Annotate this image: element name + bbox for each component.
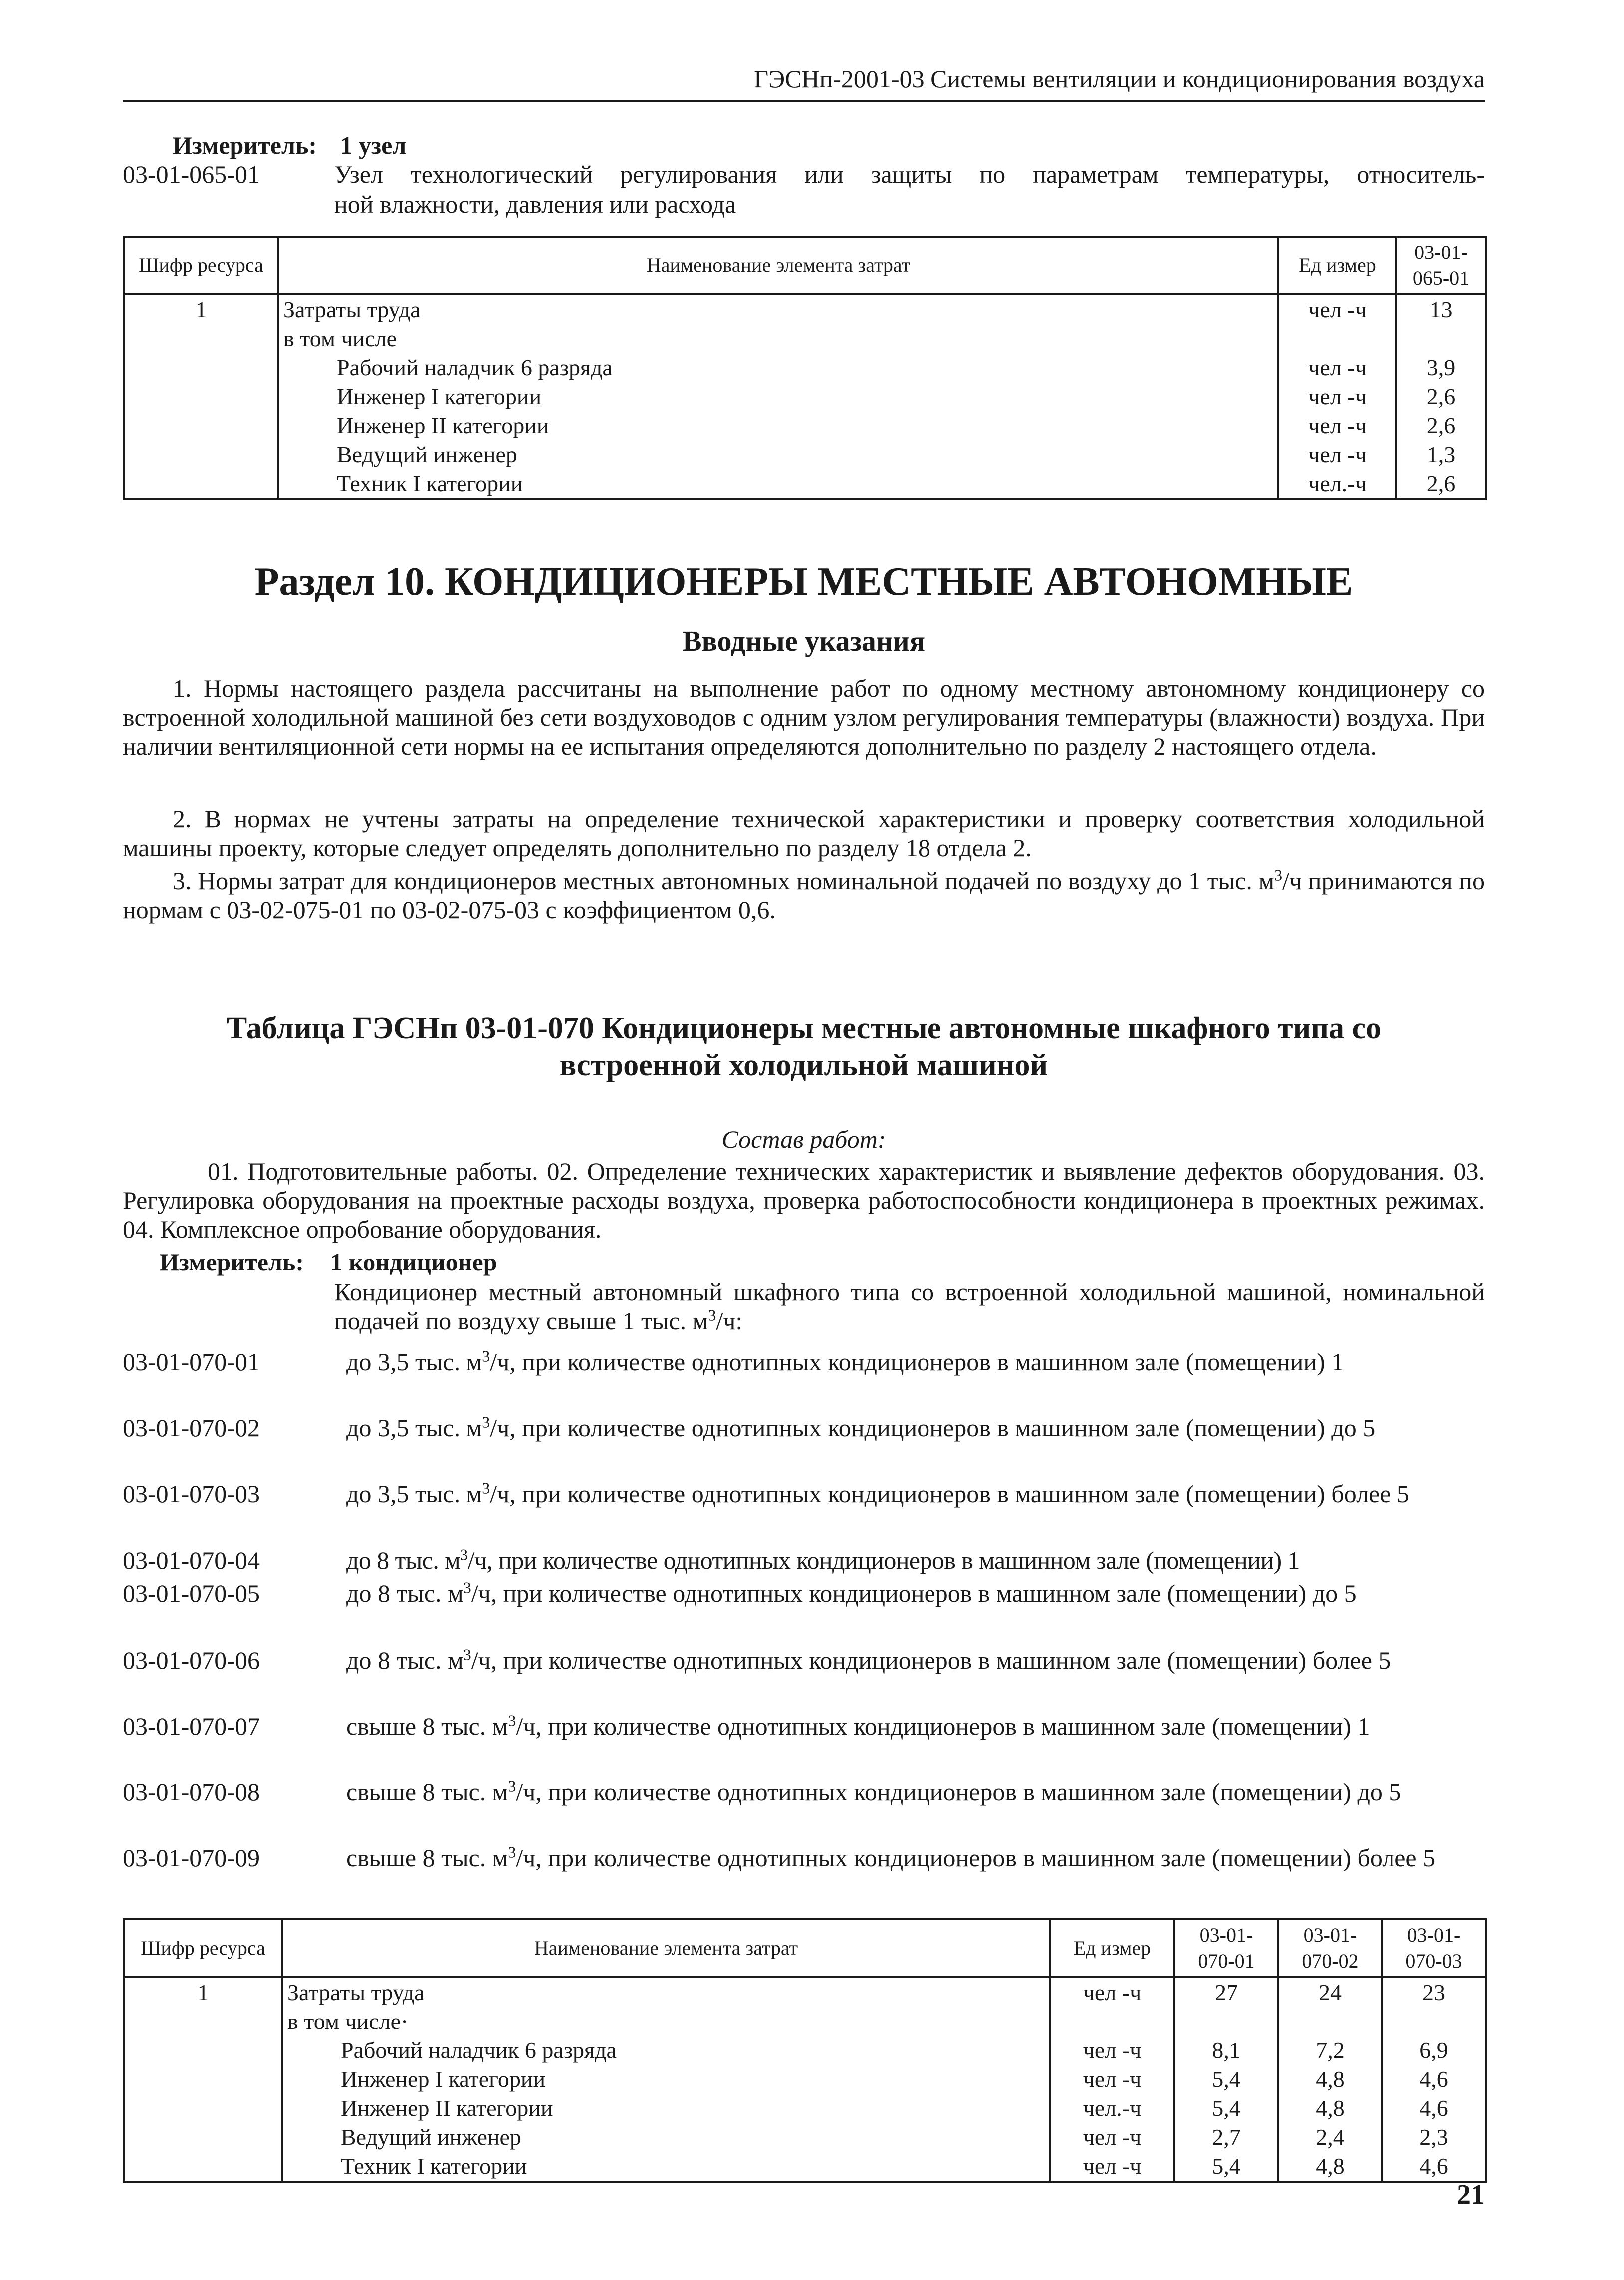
list-item-text — [346, 1712, 1485, 1741]
superscript: 3 — [482, 1347, 490, 1365]
cell-name: Затраты труда — [278, 294, 1278, 324]
intro-paragraph-2 — [123, 804, 1485, 862]
superscript: 3 — [1274, 866, 1283, 884]
table-title-line2: встроенной холодильной машиной — [559, 1048, 1048, 1082]
norm-code: 03-01-065-01 — [123, 160, 260, 188]
item-text-b: /ч, при количестве однотипных кондиционеров в машинном зале (помещении) до 5 — [516, 1778, 1401, 1806]
superscript: 3 — [460, 1545, 468, 1564]
cell-value: 4,6 — [1382, 2152, 1486, 2182]
cell-value: 2,6 — [1396, 469, 1486, 499]
cell-value: 23 — [1382, 1977, 1486, 2007]
cell-name: Инженер I категории — [278, 382, 1278, 411]
cell-value: 2,7 — [1174, 2123, 1278, 2152]
norm-intro — [334, 1277, 1485, 1335]
list-item-code: 03-01-070-01 — [123, 1348, 260, 1376]
superscript: 3 — [463, 1578, 471, 1597]
table-row — [124, 382, 1486, 411]
item-text-b: /ч, при количестве однотипных кондиционеров в машинном зале (помещении) более 5 — [490, 1480, 1409, 1508]
item-text-b: /ч, при количестве однотипных кондиционеров в машинном зале (помещении) 1 — [490, 1348, 1344, 1376]
list-item-code: 03-01-070-08 — [123, 1778, 260, 1806]
header-unit: Ед измер — [1050, 1919, 1174, 1977]
cell-value: 2,3 — [1382, 2123, 1486, 2152]
table-row — [124, 440, 1486, 469]
item-text-b: /ч, при количестве однотипных кондиционеров в машинном зале (помещении) более 5 — [516, 1844, 1436, 1872]
table-row — [124, 2094, 1486, 2123]
cell-code: 1 — [124, 1977, 282, 2007]
cell-unit: чел -ч — [1278, 382, 1396, 411]
cell-value: 5,4 — [1174, 2065, 1278, 2094]
list-item-code: 03-01-070-06 — [123, 1646, 260, 1674]
cell-value: 13 — [1396, 294, 1486, 324]
list-item-text — [346, 1646, 1485, 1675]
cell-name: Ведущий инженер — [282, 2123, 1050, 2152]
list-item-text — [346, 1579, 1485, 1608]
item-text-b: /ч, при количестве однотипных кондиционеров в машинном зале (помещении) более 5 — [471, 1646, 1391, 1674]
cell-unit: чел -ч — [1050, 1977, 1174, 2007]
cell-unit: чел -ч — [1278, 294, 1396, 324]
table-row — [124, 411, 1486, 440]
norm-description-line2: ной влажности, давления или расхода — [334, 190, 736, 218]
table-row — [124, 2123, 1486, 2152]
header-norm-line1: 03-01- — [1407, 1924, 1461, 1946]
table-row — [124, 353, 1486, 382]
header-norm-line2: 070-01 — [1198, 1950, 1255, 1972]
header-norm-column-2 — [1278, 1919, 1382, 1977]
cell-value: 5,4 — [1174, 2094, 1278, 2123]
list-item-code: 03-01-070-02 — [123, 1414, 260, 1442]
header-norm-line1: 03-01- — [1414, 241, 1468, 263]
intro-paragraph-2-text: 2. В нормах не учтены затраты на определение технической характеристики и проверку соответствия холодильной машины проекту, которые следует определять дополнительно по разделу 18 отдела 2. — [123, 805, 1485, 862]
cell-unit: чел.-ч — [1278, 469, 1396, 499]
cell-value: 5,4 — [1174, 2152, 1278, 2182]
norm-intro-text-b: /ч: — [716, 1307, 743, 1335]
composition-label: Состав работ: — [721, 1125, 886, 1153]
table-row — [124, 2036, 1486, 2065]
cell-name: Инженер I категории — [282, 2065, 1050, 2094]
cell-code — [124, 382, 278, 411]
header-norm-column-1 — [1174, 1919, 1278, 1977]
cell-value: 4,8 — [1278, 2065, 1382, 2094]
cell-unit: чел.-ч — [1050, 2094, 1174, 2123]
list-item-text — [346, 1777, 1485, 1806]
table-row — [124, 2007, 1486, 2036]
cell-value: 2,6 — [1396, 411, 1486, 440]
table-row — [124, 2065, 1486, 2094]
cell-name: Рабочий наладчик 6 разряда — [282, 2036, 1050, 2065]
meter-label-text: Измеритель: — [173, 131, 317, 159]
table-row — [124, 469, 1486, 499]
cell-code: 1 — [124, 294, 278, 324]
item-text-a: до 3,5 тыс. м — [346, 1414, 482, 1442]
cell-unit: чел -ч — [1050, 2123, 1174, 2152]
intro-paragraph-1: 1. Нормы настоящего раздела рассчитаны на выполнение работ по одному местному автономному кондиционеру со встроенной холодильной машиной без сети воздуховодов с одним узлом регулирования температуры (влажности) воздуха. При наличии вентиляционной сети нормы на ее испытания определяются дополнительно по разделу 2 настоящего отдела. — [123, 674, 1485, 760]
cell-value: 2,4 — [1278, 2123, 1382, 2152]
item-text-a: свыше 8 тыс. м — [346, 1778, 508, 1806]
meter-070-value: 1 кондиционер — [330, 1248, 497, 1276]
item-text-a: свыше 8 тыс. м — [346, 1844, 508, 1872]
table-row — [124, 294, 1486, 324]
section-subtitle: Вводные указания — [682, 625, 926, 657]
list-item-text — [346, 1843, 1485, 1872]
item-text-b: /ч, при количестве однотипных кондиционеров в машинном зале (помещении) 1 — [467, 1546, 1300, 1574]
header-cost-element: Наименование элемента затрат — [278, 237, 1278, 294]
cell-code — [124, 2094, 282, 2123]
item-text-b: /ч, при количестве однотипных кондиционеров в машинном зале (помещении) до 5 — [490, 1414, 1376, 1442]
superscript: 3 — [508, 1777, 516, 1795]
cell-unit: чел -ч — [1050, 2152, 1174, 2182]
cell-value: 1,3 — [1396, 440, 1486, 469]
cell-unit: чел -ч — [1050, 2065, 1174, 2094]
list-item-text — [346, 1347, 1485, 1376]
section-title: Раздел 10. КОНДИЦИОНЕРЫ МЕСТНЫЕ АВТОНОМНЫЕ — [254, 560, 1353, 604]
header-unit: Ед измер — [1278, 237, 1396, 294]
intro-paragraph-3 — [123, 866, 1485, 924]
cell-value: 4,8 — [1278, 2152, 1382, 2182]
header-resource-code: Шифр ресурса — [124, 1919, 282, 1977]
page-number: 21 — [1457, 2179, 1485, 2210]
cell-value: 3,9 — [1396, 353, 1486, 382]
header-norm-column-3 — [1382, 1919, 1486, 1977]
cell-value: 6,9 — [1382, 2036, 1486, 2065]
table-title-line1: Таблица ГЭСНп 03-01-070 Кондиционеры местные автономные шкафного типа со — [226, 1012, 1382, 1045]
running-header: ГЭСНп-2001-03 Системы вентиляции и кондиционирования воздуха — [754, 65, 1485, 93]
cell-unit: чел -ч — [1050, 2036, 1174, 2065]
item-text-a: до 8 тыс. м — [346, 1646, 464, 1674]
cell-unit: чел -ч — [1278, 440, 1396, 469]
item-text-a: до 8 тыс. м — [346, 1579, 464, 1607]
cell-name: Рабочий наладчик 6 разряда — [278, 353, 1278, 382]
cell-code — [124, 2152, 282, 2182]
cell-value — [1278, 2007, 1382, 2036]
superscript: 3 — [508, 1711, 516, 1730]
item-text-b: /ч, при количестве однотипных кондиционеров в машинном зале (помещении) 1 — [516, 1712, 1370, 1740]
cell-name: Инженер II категории — [278, 411, 1278, 440]
cell-code — [124, 2065, 282, 2094]
cell-unit — [1278, 324, 1396, 353]
cell-code — [124, 353, 278, 382]
item-text-b: /ч, при количестве однотипных кондиционеров в машинном зале (помещении) до 5 — [471, 1579, 1357, 1607]
header-divider — [123, 100, 1485, 102]
cell-unit: чел -ч — [1278, 411, 1396, 440]
cell-value — [1396, 324, 1486, 353]
cell-code — [124, 2123, 282, 2152]
cell-code — [124, 324, 278, 353]
cell-code — [124, 440, 278, 469]
list-item-code: 03-01-070-05 — [123, 1579, 260, 1607]
cell-name: Инженер II категории — [282, 2094, 1050, 2123]
cell-code — [124, 2036, 282, 2065]
item-text-a: до 8 тыс. м — [346, 1546, 461, 1574]
cell-value: 7,2 — [1278, 2036, 1382, 2065]
list-item-text — [346, 1413, 1485, 1442]
meter-label — [173, 131, 406, 160]
list-item-text — [346, 1546, 1494, 1575]
table-row — [124, 2152, 1486, 2182]
cell-code — [124, 411, 278, 440]
meter-070-label: Измеритель: — [160, 1248, 304, 1276]
header-resource-code: Шифр ресурса — [124, 237, 278, 294]
superscript: 3 — [482, 1479, 490, 1497]
norm-description-line1: Узел технологический регулирования или защиты по параметрам температуры, относитель- — [334, 160, 1485, 188]
cell-value: 8,1 — [1174, 2036, 1278, 2065]
meter-070 — [160, 1248, 497, 1276]
cell-name: Затраты труда — [282, 1977, 1050, 2007]
header-norm-line2: 070-03 — [1405, 1950, 1462, 1972]
cell-value — [1382, 2007, 1486, 2036]
item-text-a: до 3,5 тыс. м — [346, 1348, 482, 1376]
cell-value: 27 — [1174, 1977, 1278, 2007]
superscript: 3 — [708, 1306, 716, 1324]
cell-value: 4,6 — [1382, 2094, 1486, 2123]
list-item-code: 03-01-070-03 — [123, 1480, 260, 1508]
cell-value: 2,6 — [1396, 382, 1486, 411]
cell-unit — [1050, 2007, 1174, 2036]
norm-intro-text-a: Кондиционер местный автономный шкафного типа со встроенной холодильной машиной, номинальной подачей по воздуху свыше 1 тыс. м — [334, 1278, 1485, 1335]
intro-paragraph-3-text-b: /ч принимаются по нормам с 03-02-075-01 по 03-02-075-03 с коэффициентом 0,6. — [123, 867, 1485, 924]
cell-value: 24 — [1278, 1977, 1382, 2007]
resource-table-065 — [123, 236, 1487, 500]
cell-value: 4,6 — [1382, 2065, 1486, 2094]
cell-name: Техник I категории — [282, 2152, 1050, 2182]
header-norm-column — [1396, 237, 1486, 294]
table-row — [124, 1977, 1486, 2007]
list-item-text — [346, 1479, 1485, 1508]
header-norm-line2: 070-02 — [1302, 1950, 1359, 1972]
item-text-a: до 3,5 тыс. м — [346, 1480, 482, 1508]
cell-name: Ведущий инженер — [278, 440, 1278, 469]
cell-value — [1174, 2007, 1278, 2036]
cell-name: в том числе — [278, 324, 1278, 353]
item-text-a: свыше 8 тыс. м — [346, 1712, 508, 1740]
cell-code — [124, 469, 278, 499]
superscript: 3 — [508, 1843, 516, 1861]
superscript: 3 — [482, 1413, 490, 1431]
cell-code — [124, 2007, 282, 2036]
cell-name: Техник I категории — [278, 469, 1278, 499]
resource-table-070 — [123, 1918, 1487, 2183]
composition-text: 01. Подготовительные работы. 02. Определение технических характеристик и выявление дефектов оборудования. 03. Регулировка оборудования на проектные расходы воздуха, проверка работоспособности кондиционера в проектных режимах. 04. Комплексное опробование оборудования. — [123, 1157, 1485, 1243]
header-norm-line2: 065-01 — [1412, 267, 1470, 289]
list-item-code: 03-01-070-09 — [123, 1844, 260, 1872]
cell-unit: чел -ч — [1278, 353, 1396, 382]
intro-paragraph-3-text-a: 3. Нормы затрат для кондиционеров местных автономных номинальной подачей по воздуху до 1 тыс. м — [173, 867, 1275, 895]
header-cost-element: Наименование элемента затрат — [282, 1919, 1050, 1977]
header-norm-line1: 03-01- — [1199, 1924, 1253, 1946]
list-item-code: 03-01-070-04 — [123, 1546, 260, 1574]
cell-value: 4,8 — [1278, 2094, 1382, 2123]
header-norm-line1: 03-01- — [1303, 1924, 1357, 1946]
meter-value: 1 узел — [340, 131, 407, 159]
table-row — [124, 324, 1486, 353]
list-item-code: 03-01-070-07 — [123, 1712, 260, 1740]
superscript: 3 — [463, 1645, 471, 1664]
cell-name: в том числе· — [282, 2007, 1050, 2036]
